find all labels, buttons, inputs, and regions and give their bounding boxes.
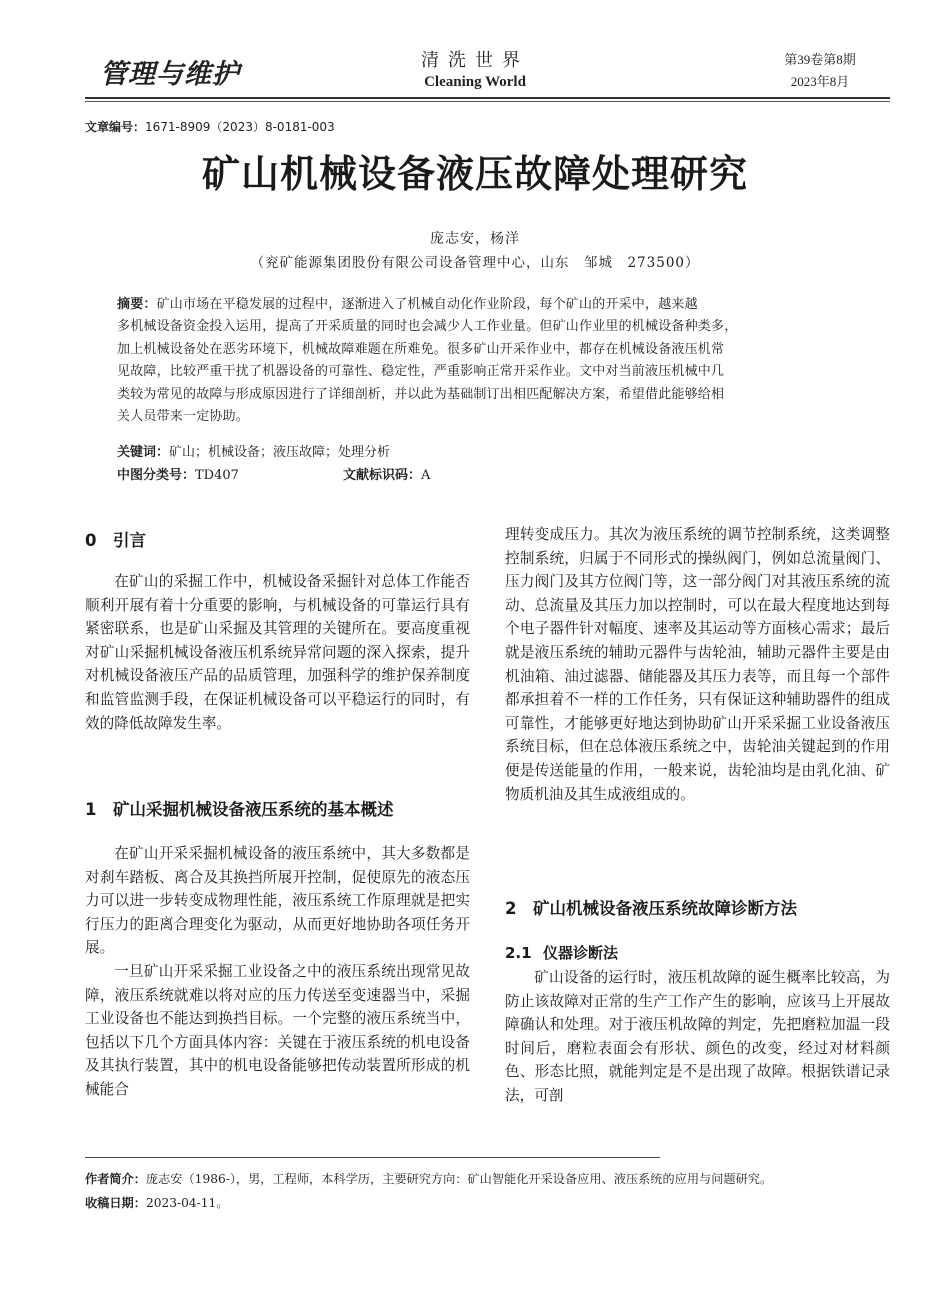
abstract-line: 关人员带来一定协助。: [117, 409, 250, 425]
abstract-line: 多机械设备资金投入运用，提高了开采质量的同时也会减少人工作业量。但矿山作业里的机械设备种类多，: [117, 319, 738, 335]
subsection-number: 2.1: [505, 944, 532, 962]
author-bio: [85, 1170, 772, 1187]
issue-date: 2023年8月: [790, 74, 850, 89]
section-title: 矿山机械设备液压系统故障诊断方法: [533, 899, 797, 918]
document-code-value: A: [421, 468, 431, 483]
journal-name-cn: 清洗世界: [421, 50, 529, 71]
affiliation: （兖矿能源集团股份有限公司设备管理中心，山东 邹城 273500）: [250, 255, 700, 271]
paragraph: 在矿山开采采掘机械设备的液压系统中，其大多数都是对刹车踏板、离合及其换挡所展开控制，促使原先的液态压力可以进一步转变成物理性能，液压系统工作原理就是把实行压力的距离合理变化为驱动，从而更好地协助各项任务开展。: [85, 845, 470, 957]
received-date: [85, 1194, 228, 1211]
document-code-label: 文献标识码：: [343, 468, 422, 483]
header-rule-thin: [85, 101, 890, 102]
document-code: [343, 464, 430, 483]
journal-name-en: Cleaning World: [424, 74, 526, 90]
authors: 庞志安，杨洋: [430, 231, 520, 247]
paper-title: 矿山机械设备液压故障处理研究: [201, 152, 748, 196]
paragraph: 理转变成压力。其次为液压系统的调节控制系统，这类调整控制系统，归属于不同形式的操纵阀门，例如总流量阀门、压力阀门及其方位阀门等，这一部分阀门对其液压系统的流动、总流量及其压力加以控制时，可以在最大程度地达到每个电子器件针对幅度、速率及其运动等方面核心需求；最后就是液压系统的辅助元器件与齿轮油，辅助元器件主要是由机油箱、油过滤器、储能器及其压力表等，而且每一个部件都承担着不一样的工作任务，只有保证这种辅助器件的组成可靠性，才能够更好地达到协助矿山开采采掘工业设备液压系统目标，但在总体液压系统之中，齿轮油关键起到的作用便是传送能量的作用，一般来说，齿轮油均是由乳化油、矿物质机油及其生成液组成的。: [505, 526, 890, 803]
abstract: [117, 294, 890, 428]
received-date-label: 收稿日期：: [85, 1196, 146, 1210]
article-id: [85, 118, 335, 135]
section-number: 1: [85, 800, 97, 819]
section-heading-0: [85, 527, 146, 551]
paragraph: 一旦矿山开采采掘工业设备之中的液压系统出现常见故障，液压系统就难以将对应的压力传送至变速器当中，采掘工业设备也不能达到换挡目标。一个完整的液压系统当中，包括以下几个方面具体内容：关键在于液压系统的机电设备及其执行装置，其中的机电设备能够把传动装置所形成的机械能合: [85, 962, 470, 1098]
section-heading-1: [85, 796, 394, 820]
paragraph: 在矿山的采掘工作中，机械设备采掘针对总体工作能否顺利开展有着十分重要的影响，与机械设备的可靠运行具有紧密联系，也是矿山采掘及其管理的关键所在。要高度重视对矿山采掘机械设备液压机系统异常问题的深入探索，提升对机械设备液压产品的品质管理，加强科学的维护保养制度和监管监测手段，在保证机械设备可以平稳运行的同时，有效的降低故障发生率。: [85, 573, 470, 732]
keywords-label: 关键词：: [117, 445, 170, 460]
section-number: 2: [505, 899, 517, 918]
section-title: 矿山采掘机械设备液压系统的基本概述: [113, 800, 394, 819]
section-1-body: [85, 842, 470, 1102]
issue-volume: 第39卷第8期: [784, 52, 856, 67]
clc-label: 中图分类号：: [117, 468, 196, 483]
keywords: [117, 441, 390, 460]
section-1-body-continued: [505, 523, 890, 806]
paragraph: 矿山设备的运行时，液压机故障的诞生概率比较高，为防止该故障对正常的生产工作产生的影响，应该马上开展故障确认和处理。对于液压机故障的判定，先把磨粒加温一段时间后，磨粒表面会有形状、颜色的改变，经过对材料颜色、形态比照，就能判定是不是出现了故障。根据铁谱记录法，可剖: [505, 969, 890, 1104]
footnote-rule: [85, 1157, 660, 1158]
abstract-line: 加上机械设备处在恶劣环境下，机械故障难题在所难免。很多矿山开采作业中，都存在机械设备液压机常: [117, 341, 725, 357]
header-rule: [85, 97, 890, 99]
keywords-value: 矿山；机械设备；液压故障；处理分析: [169, 445, 391, 460]
abstract-line: 类较为常见的故障与形成原因进行了详细剖析，并以此为基础制订出相匹配解决方案，希望借此能够给相: [117, 386, 725, 402]
section-0-body: [85, 570, 470, 735]
author-bio-label: 作者简介：: [85, 1172, 146, 1186]
section-number: 0: [85, 531, 97, 550]
subsection-heading-2-1: [505, 942, 618, 963]
clc-number: [117, 464, 239, 483]
subsection-title: 仪器诊断法: [543, 944, 619, 962]
article-id-value: 1671-8909（2023）8-0181-003: [145, 120, 335, 134]
abstract-line: [117, 294, 890, 316]
abstract-label: 摘要：: [117, 297, 157, 312]
section-heading-2: [505, 895, 797, 919]
section-2-1-body: [505, 966, 890, 1108]
clc-value: TD407: [195, 468, 239, 483]
received-date-value: 2023-04-11。: [145, 1196, 229, 1210]
abstract-text: 矿山市场在平稳发展的过程中，逐渐进入了机械自动化作业阶段，每个矿山的开采中，越来越: [156, 297, 698, 312]
section-title: 引言: [113, 531, 146, 550]
author-bio-text: 庞志安（1986-），男，工程师，本科学历，主要研究方向：矿山智能化开采设备应用、液压系统的应用与问题研究。: [145, 1172, 773, 1186]
article-id-label: 文章编号：: [85, 120, 146, 134]
abstract-line: 见故障，比较严重干扰了机器设备的可靠性、稳定性，严重影响正常开采作业。文中对当前液压机械中几: [117, 364, 725, 380]
journal-section-brand: 管理与维护: [100, 59, 240, 90]
